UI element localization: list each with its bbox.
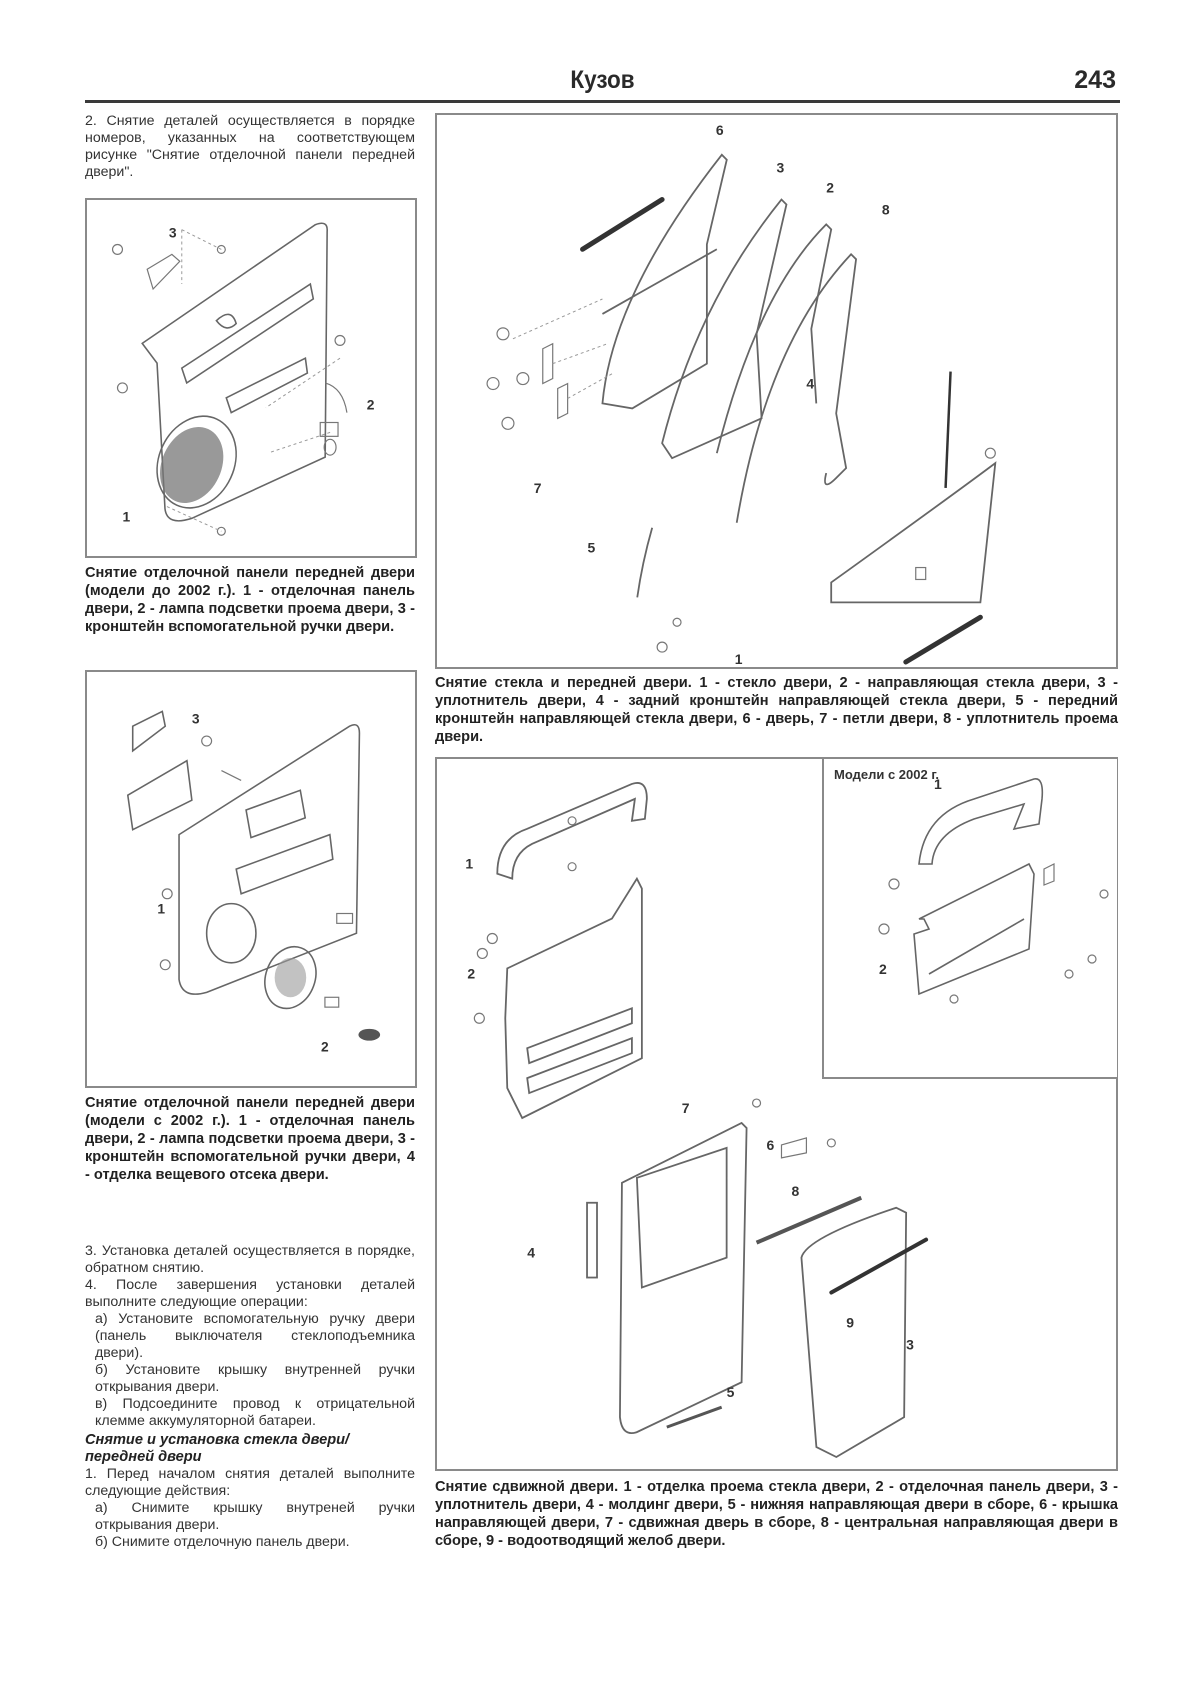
callout-3: 3 <box>168 224 177 241</box>
callout-1: 1 <box>734 651 743 667</box>
callout-2: 2 <box>467 965 476 982</box>
step-3: 3. Установка деталей осуществляется в порядке, обратном снятию. <box>85 1243 415 1276</box>
callout-1: 1 <box>122 508 131 525</box>
callout-4: 4 <box>806 375 815 392</box>
callout-5: 5 <box>587 539 596 556</box>
figure2-caption: Снятие отделочной панели передней двери (модели с 2002 г.). 1 - отделочная панель двери, 2 - лампа подсветки проема двери, 3 - кронштейн вспомогательной ручки двери, 4 - отделка вещевого отсека двери. <box>85 1095 415 1183</box>
front-door-exploded-diagram-icon <box>437 115 1116 667</box>
callout-3: 3 <box>776 159 785 176</box>
page-number: 243 <box>1074 66 1116 94</box>
figure-front-door-glass <box>435 113 1118 669</box>
callout-6: 6 <box>715 121 724 138</box>
intro-paragraph: 2. Снятие деталей осуществляется в порядке номеров, указанных на соответствующем рисунке "Снятие отделочной панели передней двери". <box>85 113 415 180</box>
figure1-caption: Снятие отделочной панели передней двери (модели до 2002 г.). 1 - отделочная панель двери, 2 - лампа подсветки проема двери, 3 - кронштейн вспомогательной ручки двери. <box>85 565 415 635</box>
figure-door-panel-2002 <box>85 670 417 1088</box>
callout-7: 7 <box>681 1100 690 1117</box>
steps-block <box>85 1243 415 1551</box>
callout-3: 3 <box>906 1336 914 1353</box>
inset-trim-diagram-icon <box>824 759 1114 1074</box>
step-4a: а) Установите вспомогательную ручку двери (панель выключателя стеклоподъемника двери). <box>95 1311 415 1361</box>
callout-8: 8 <box>791 1182 800 1199</box>
callout-4: 4 <box>527 1244 535 1261</box>
step-4c: в) Подсоедините провод к отрицательной клемме аккумуляторной батареи. <box>95 1396 415 1429</box>
callout-7: 7 <box>533 479 542 496</box>
inset-title: Модели с 2002 г. <box>834 767 940 782</box>
glass-step-1: 1. Перед началом снятия деталей выполните следующие действия: <box>85 1466 415 1499</box>
figure3-caption: Снятие стекла и передней двери. 1 - стекло двери, 2 - направляющая стекла двери, 3 - уплотнитель двери, 4 - задний кронштейн направляющей стекла двери, 5 - передний кронштейн направляющей стекла двери, 6 - дверь, 7 - петли двери, 8 - уплотнитель проема двери. <box>435 675 1118 745</box>
figure-door-panel-pre2002 <box>85 198 417 558</box>
glass-step-1a: а) Снимите крышку внутреней ручки открывания двери. <box>95 1500 415 1533</box>
step-4: 4. После завершения установки деталей выполните следующие операции: <box>85 1277 415 1310</box>
glass-step-1b: б) Снимите отделочную панель двери. <box>95 1534 350 1550</box>
callout-1: 1 <box>934 776 942 792</box>
door-trim-panel-diagram-icon <box>87 200 415 556</box>
step-4b: б) Установите крышку внутренней ручки открывания двери. <box>95 1362 415 1395</box>
section-title: Кузов <box>570 66 635 94</box>
callout-2: 2 <box>826 179 834 196</box>
callout-5: 5 <box>726 1384 735 1401</box>
page-header <box>85 62 1120 102</box>
door-trim-panel-2002-diagram-icon <box>87 672 415 1086</box>
callout-2: 2 <box>879 961 887 977</box>
callout-1: 1 <box>465 855 474 872</box>
callout-2: 2 <box>366 396 375 413</box>
callout-2: 2 <box>320 1039 329 1055</box>
figure-sliding-door <box>435 757 1118 1471</box>
header-rule <box>85 100 1120 103</box>
callout-6: 6 <box>766 1136 775 1153</box>
inset-models-2002 <box>822 759 1117 1079</box>
callout-8: 8 <box>881 201 890 218</box>
figure4-caption: Снятие сдвижной двери. 1 - отделка проема стекла двери, 2 - отделочная панель двери, 3 - уплотнитель двери, 4 - молдинг двери, 5 - нижняя направляющая двери в сборе, 6 - крышка направляющей двери, 7 - сдвижная дверь в сборе, 8 - центральная направляющая двери в сборе, 9 - водоотводящий желоб двери. <box>435 1479 1118 1549</box>
callout-3: 3 <box>191 711 200 727</box>
callout-9: 9 <box>846 1314 855 1331</box>
section-heading-glass: Снятие и установка стекла двери/передней двери <box>85 1432 350 1465</box>
callout-1: 1 <box>157 901 166 917</box>
